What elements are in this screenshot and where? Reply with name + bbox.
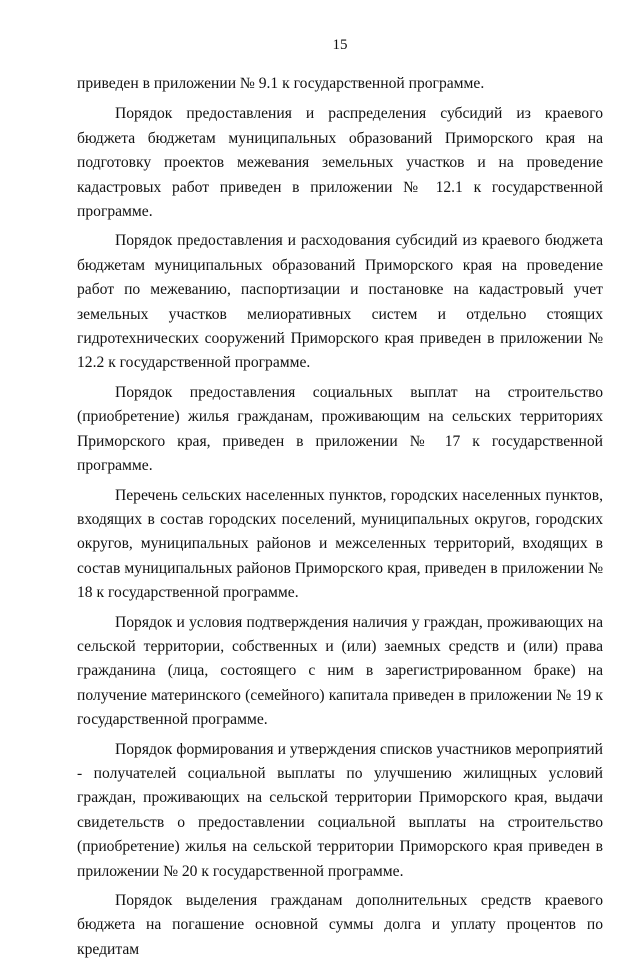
paragraph-subsidies-12-2: Порядок предоставления и расходования субсидий из краевого бюджета бюджетам муниципальных образований Приморского края на проведение работ по межеванию, паспортизации и постановке на кадастровый учет земельных участков мелиоративных систем и отдельно стоящих гидротехнических сооружений Приморского края приведен в приложении № 12.2 к государственной программе.: [77, 232, 603, 372]
page-number: 15: [332, 37, 348, 53]
document-page: [77, 35, 603, 967]
paragraph-social-payments-17: Порядок предоставления социальных выплат на строительство (приобретение) жилья гражданам, проживающим на сельских территориях Приморского края, приведен в приложении № 17 к государственной программе.: [77, 383, 603, 475]
paragraph-participant-lists-20: Порядок формирования и утверждения списков участников мероприятий - получателей социальной выплаты по улучшению жилищных условий граждан, проживающих на сельской территории Приморского края, выдачи свидетельств о предоставлении социальной выплаты на строительство (приобретение) жилья на сельской территории Приморского края приведен в приложении № 20 к государственной программе.: [77, 740, 603, 880]
paragraph-confirmation-19: Порядок и условия подтверждения наличия у граждан, проживающих на сельской территории, собственных и (или) заемных средств и (или) права гражданина (лица, состоящего с ним в зарегистрированном браке) на получение материнского (семейного) капитала приведен в приложении № 19 к государственной программе.: [77, 613, 603, 729]
paragraph-additional-funds: Порядок выделения гражданам дополнительных средств краевого бюджета на погашение основной суммы долга и уплату процентов по кредитам: [77, 892, 603, 958]
paragraph-subsidies-12-1: Порядок предоставления и распределения субсидий из краевого бюджета бюджетам муниципальных образований Приморского края на подготовку проектов межевания земельных участков и на проведение кадастровых работ приведен в приложении № 12.1 к государственной программе.: [77, 105, 603, 221]
paragraph-continuation: приведен в приложении № 9.1 к государственной программе.: [77, 75, 485, 92]
paragraph-settlements-list-18: Перечень сельских населенных пунктов, городских населенных пунктов, входящих в состав городских поселений, муниципальных округов, городских округов, муниципальных районов и межселенных территорий, входящих в состав муниципальных районов Приморского края, приведен в приложении № 18 к государственной программе.: [77, 486, 603, 602]
